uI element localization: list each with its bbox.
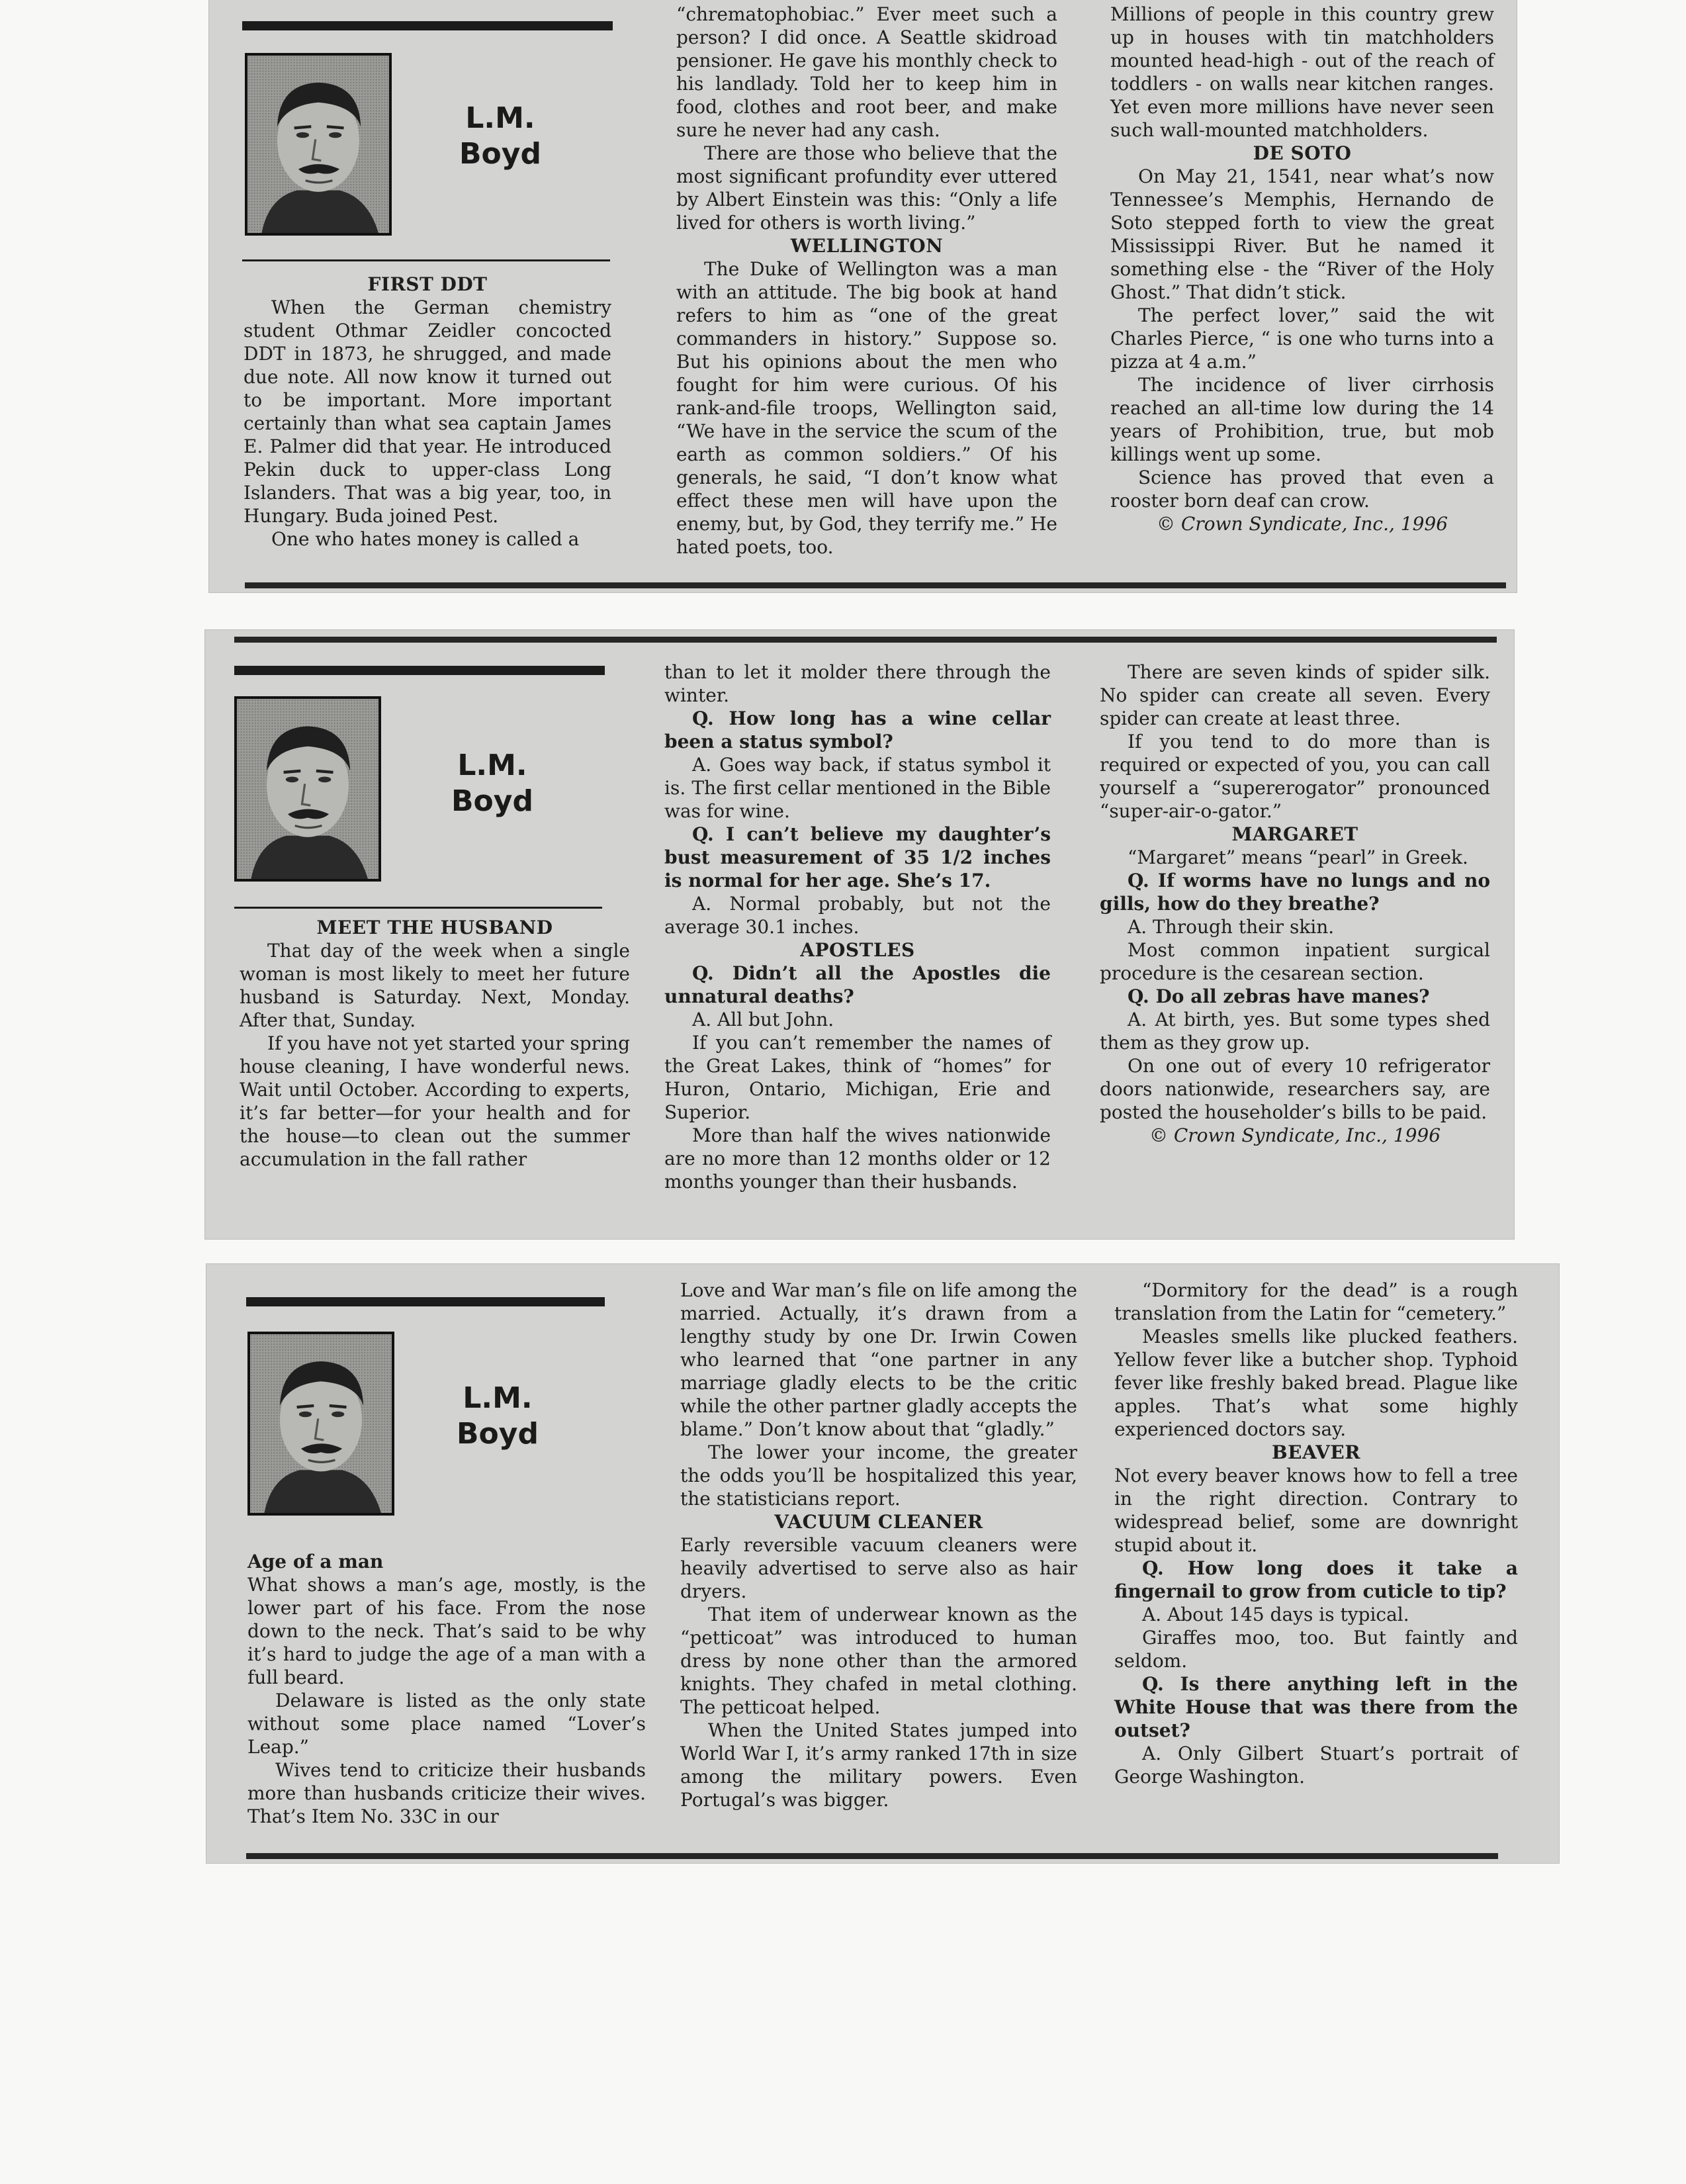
- paragraph: There are seven kinds of spider silk. No spider can create all seven. Every spider can create at least three.: [1100, 661, 1490, 729]
- section-heading: FIRST DDT: [367, 273, 488, 295]
- paragraph: When the United States jumped into World War I, it’s army ranked 17th in size among the military powers. Even Portugal’s was bigger.: [680, 1719, 1077, 1811]
- paragraph: A. About 145 days is typical.: [1142, 1604, 1409, 1625]
- author-photo: [234, 696, 381, 882]
- section-heading: MEET THE HUSBAND: [316, 917, 553, 938]
- bottom-rule: [246, 1853, 1498, 1859]
- column-clipping-2: [205, 630, 1514, 1239]
- masthead-bar: [234, 666, 605, 675]
- paragraph: “Dormitory for the dead” is a rough translation from the Latin for “cemetery.”: [1114, 1279, 1518, 1324]
- bottom-rule: [245, 582, 1506, 588]
- paragraph: A. Goes way back, if status symbol it is. The first cellar mentioned in the Bible was for wine.: [664, 754, 1051, 822]
- paragraph: The perfect lover,” said the wit Charles Pierce, “ is one who turns into a pizza at 4 a.m.”: [1110, 304, 1494, 373]
- section-heading: MARGARET: [1231, 823, 1358, 845]
- column-2: [676, 3, 1057, 559]
- question: Q. How long has a wine cellar been a status symbol?: [664, 707, 1051, 752]
- top-rule: [234, 637, 1497, 643]
- paragraph: The Duke of Wellington was a man with an attitude. The big book at hand refers to him as “one of the great commanders in history.” Suppose so. But his opinions about the men who fought for him were curious. Of his rank-and-file troops, Wellington said, “We have in the service the scum of the earth as common soldiers.” Of his generals, he said, “I don’t know what effect these men will have upon the enemy, but, by God, they terrify me.” He hated poets, too.: [676, 258, 1057, 558]
- paragraph: That day of the week when a single woman is most likely to meet her future husband is Saturday. Next, Monday. After that, Sunday.: [240, 940, 630, 1031]
- question: Q. Didn’t all the Apostles die unnatural deaths?: [664, 962, 1051, 1007]
- paragraph: Millions of people in this country grew up in houses with tin matchholders mounted head-high - out of the reach of toddlers - on walls near kitchen ranges. Yet even more millions have never seen such wall-mounted matchholders.: [1110, 3, 1494, 141]
- paragraph: On one out of every 10 refrigerator doors nationwide, researchers say, are posted the householder’s bills to be paid.: [1100, 1055, 1490, 1123]
- section-heading: WELLINGTON: [790, 235, 944, 257]
- paragraph: “chrematophobiac.” Ever meet such a person? I did once. A Seattle skidroad pensioner. He gave his monthly check to his landlady. Told her to keep him in food, clothes and root beer, and make sure he never had any cash.: [676, 3, 1057, 141]
- paragraph: Early reversible vacuum cleaners were heavily advertised to serve also as hair dryers.: [680, 1534, 1077, 1602]
- column-1: [244, 273, 611, 551]
- paragraph: Most common inpatient surgical procedure is the cesarean section.: [1100, 939, 1490, 984]
- section-heading: VACUUM CLEANER: [774, 1511, 983, 1533]
- column-1: [247, 1550, 646, 1828]
- paragraph: If you tend to do more than is required or expected of you, you can call yourself a “supererogator” pronounced “super-air-o-gator.”: [1100, 731, 1490, 822]
- masthead: [242, 21, 613, 266]
- section-heading: BEAVER: [1271, 1441, 1361, 1463]
- paragraph: than to let it molder there through the winter.: [664, 661, 1051, 706]
- author-byline: L.M. Boyd: [451, 749, 533, 818]
- column-3: [1110, 3, 1494, 535]
- column-3: [1100, 660, 1490, 1147]
- question: Q. I can’t believe my daughter’s bust measurement of 35 1/2 inches is normal for her age. She’s 17.: [664, 823, 1051, 891]
- author-byline: L.M. Boyd: [457, 1381, 539, 1451]
- paragraph: Giraffes moo, too. But faintly and seldom.: [1114, 1627, 1518, 1672]
- masthead-rule: [234, 907, 602, 909]
- masthead: [246, 1297, 617, 1496]
- paragraph: There are those who believe that the most significant profundity ever uttered by Albert Einstein was this: “Only a life lived for others is worth living.”: [676, 142, 1057, 234]
- column-2: [680, 1279, 1077, 1811]
- paragraph: A. Only Gilbert Stuart’s portrait of George Washington.: [1114, 1743, 1518, 1788]
- author-byline: L.M. Boyd: [459, 101, 541, 171]
- paragraph: A. All but John.: [692, 1009, 834, 1030]
- portrait-illustration: [247, 56, 389, 233]
- paragraph: What shows a man’s age, mostly, is the lower part of his face. From the nose down to the neck. That’s said to be why it’s hard to judge the age of a man with a full beard.: [247, 1574, 646, 1688]
- author-photo: [245, 53, 392, 236]
- column-3: [1114, 1279, 1518, 1788]
- paragraph: Wives tend to criticize their husbands more than husbands criticize their wives. That’s Item No. 33C in our: [247, 1759, 646, 1827]
- portrait-illustration: [250, 1334, 392, 1513]
- paragraph: “Margaret” means “pearl” in Greek.: [1128, 846, 1468, 868]
- question: Q. How long does it take a fingernail to grow from cuticle to tip?: [1114, 1557, 1518, 1602]
- section-heading: APOSTLES: [800, 939, 915, 961]
- author-photo: [247, 1332, 394, 1516]
- question: Q. If worms have no lungs and no gills, how do they breathe?: [1100, 870, 1490, 915]
- section-heading: Age of a man: [247, 1551, 384, 1572]
- question: Q. Is there anything left in the White House that was there from the outset?: [1114, 1673, 1518, 1741]
- paragraph: Science has proved that even a rooster born deaf can crow.: [1110, 467, 1494, 512]
- portrait-illustration: [237, 699, 378, 879]
- paragraph: The incidence of liver cirrhosis reached an all-time low during the 14 years of Prohibition, true, but mob killings went up some.: [1110, 374, 1494, 465]
- syndicate-credit: © Crown Syndicate, Inc., 1996: [1149, 1124, 1441, 1146]
- paragraph: Measles smells like plucked feathers. Yellow fever like a butcher shop. Typhoid fever like freshly baked bread. Plague like apples. That’s what some highly experienced doctors say.: [1114, 1326, 1518, 1440]
- column-clipping-1: [209, 0, 1517, 592]
- paragraph: Love and War man’s file on life among the married. Actually, it’s drawn from a lengthy study by one Dr. Irwin Cowen who learned that “one partner in any marriage gladly elects to be the critic while the other partner gladly accepts the blame.” Don’t know about that “gladly.”: [680, 1279, 1077, 1440]
- paragraph: Delaware is listed as the only state without some place named “Lover’s Leap.”: [247, 1690, 646, 1758]
- paragraph: One who hates money is called a: [271, 528, 580, 550]
- paragraph: If you have not yet started your spring house cleaning, I have wonderful news. Wait until October. According to experts, it’s far better—for your health and for the house—to clean out the summer accumulation in the fall rather: [240, 1032, 630, 1170]
- masthead-rule: [242, 259, 610, 261]
- paragraph: More than half the wives nationwide are no more than 12 months older or 12 months younger than their husbands.: [664, 1124, 1051, 1193]
- paragraph: If you can’t remember the names of the Great Lakes, think of “homes” for Huron, Ontario, Michigan, Erie and Superior.: [664, 1032, 1051, 1123]
- paragraph: On May 21, 1541, near what’s now Tennessee’s Memphis, Hernando de Soto stepped forth to view the great Mississippi River. But he named it something else - the “River of the Holy Ghost.” That didn’t stick.: [1110, 165, 1494, 303]
- section-heading: DE SOTO: [1253, 142, 1352, 164]
- masthead-bar: [246, 1297, 605, 1306]
- paragraph: A. Through their skin.: [1128, 916, 1335, 938]
- column-2: [664, 660, 1051, 1193]
- column-clipping-3: [206, 1264, 1559, 1863]
- masthead: [234, 666, 605, 917]
- paragraph: A. Normal probably, but not the average 30.1 inches.: [664, 893, 1051, 938]
- paragraph: Not every beaver knows how to fell a tree in the right direction. Contrary to widespread belief, some are downright stupid about it.: [1114, 1465, 1518, 1556]
- question: Q. Do all zebras have manes?: [1128, 985, 1430, 1007]
- paragraph: That item of underwear known as the “petticoat” was introduced to human dress by none other than the armored knights. They chafed in metal clothing. The petticoat helped.: [680, 1604, 1077, 1718]
- syndicate-credit: © Crown Syndicate, Inc., 1996: [1156, 513, 1448, 535]
- paragraph: When the German chemistry student Othmar Zeidler concocted DDT in 1873, he shrugged, and made due note. All now know it turned out to be important. More important certainly than what sea captain James E. Palmer did that year. He introduced Pekin duck to upper-class Long Islanders. That was a big year, too, in Hungary. Buda joined Pest.: [244, 296, 611, 527]
- masthead-bar: [242, 21, 613, 30]
- paragraph: The lower your income, the greater the odds you’ll be hospitalized this year, the statisticians report.: [680, 1441, 1077, 1510]
- column-1: [240, 916, 630, 1171]
- paragraph: A. At birth, yes. But some types shed them as they grow up.: [1100, 1009, 1490, 1054]
